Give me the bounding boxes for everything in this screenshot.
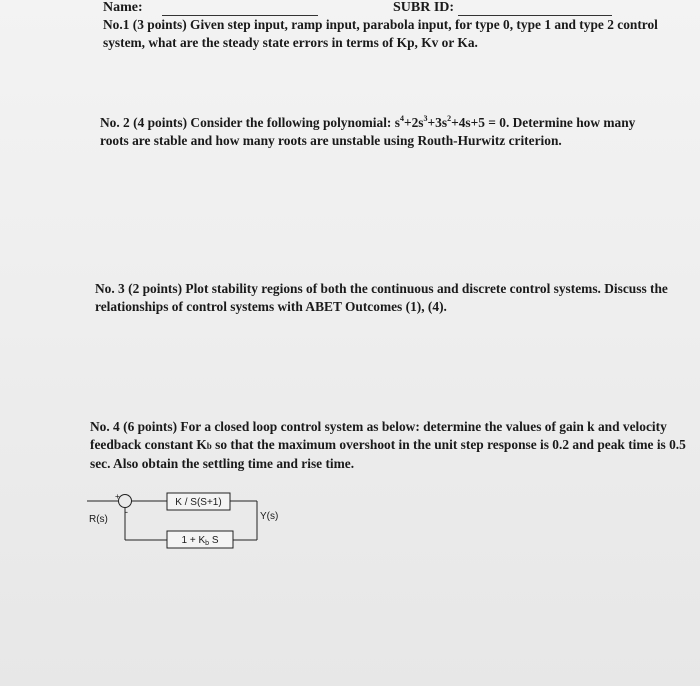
input-label-rs: R(s) bbox=[89, 514, 108, 525]
question-2-term3: +3s bbox=[427, 115, 448, 130]
plus-sign: + bbox=[115, 492, 120, 501]
name-label: Name: bbox=[103, 0, 143, 15]
question-4-part1: No. 4 (6 points) For a closed loop control system as below: determine the values of gain k and velocity feedback constant K bbox=[90, 419, 667, 452]
subr-id-label: SUBR ID: bbox=[393, 0, 455, 15]
question-1 bbox=[103, 16, 673, 52]
kb-subscript: b bbox=[206, 441, 212, 451]
question-1-text: No.1 (3 points) Given step input, ramp input, parabola input, for type 0, type 1 and type 2 control system, what are the steady state errors in terms of Kp, Kv or Ka. bbox=[103, 17, 658, 50]
minus-sign: - bbox=[125, 507, 128, 517]
exponent-3: 3 bbox=[423, 114, 428, 123]
forward-block-label: K / S(S+1) bbox=[175, 497, 222, 508]
question-3-text: No. 3 (2 points) Plot stability regions of both the continuous and discrete control systems. Discuss the relationships of control systems with ABET Outcomes (1), (4). bbox=[95, 281, 668, 314]
question-3 bbox=[95, 280, 695, 316]
exponent-2: 2 bbox=[447, 114, 452, 123]
question-2 bbox=[100, 114, 660, 150]
exponent-4: 4 bbox=[399, 114, 404, 123]
feedback-block-label: $1 + K_b$ S bbox=[181, 535, 219, 547]
question-2-term2: +2s bbox=[403, 115, 424, 130]
question-4-part2: so that the maximum overshoot in the unit step response is 0.2 and peak time is 0.5 sec. Also obtain the settling time and rise time. bbox=[90, 437, 686, 471]
output-label-ys: Y(s) bbox=[260, 511, 279, 522]
block-diagram bbox=[85, 488, 305, 558]
question-2-prefix: No. 2 (4 points) Consider the following polynomial: s bbox=[100, 115, 400, 130]
summing-junction bbox=[119, 495, 132, 508]
question-4 bbox=[90, 418, 690, 473]
question-2-suffix: +4s+5 = 0. Determine how many roots are stable and how many roots are unstable using Routh-Hurwitz criterion. bbox=[100, 115, 636, 148]
